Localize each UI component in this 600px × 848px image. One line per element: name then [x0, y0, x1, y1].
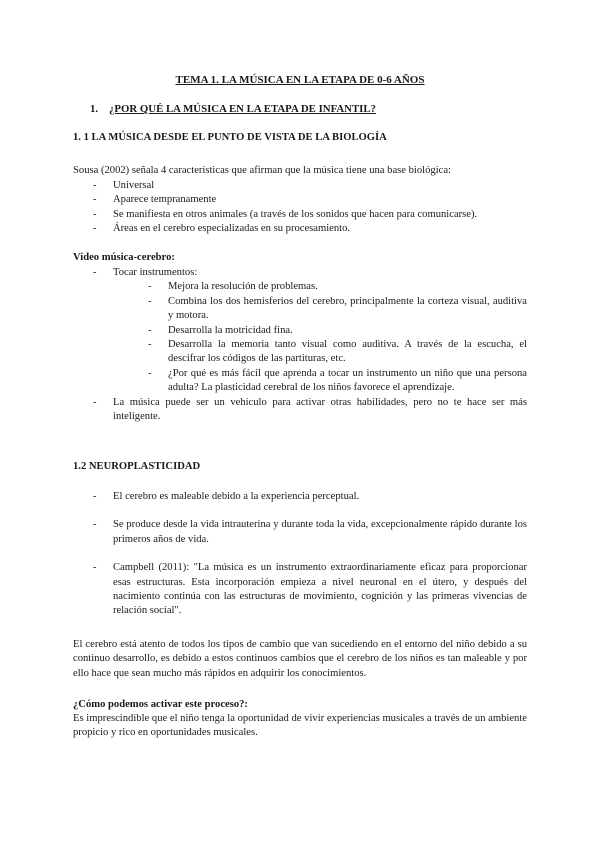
- document-title: TEMA 1. LA MÚSICA EN LA ETAPA DE 0-6 AÑOS: [175, 74, 425, 86]
- list-item: - Se produce desde la vida intrauterina y durante toda la vida, excepcionalmente rápido durante los primeros años de vida.: [93, 518, 527, 547]
- biology-list: [93, 179, 527, 237]
- sublist-item: - Desarrolla la motricidad fina.: [148, 324, 527, 338]
- subsection-1-1-heading: 1. 1 LA MÚSICA DESDE EL PUNTO DE VISTA DE LA BIOLOGÍA: [73, 132, 387, 143]
- neuroplasticity-list: [93, 490, 527, 633]
- list-item: - Aparece tempranamente: [93, 193, 527, 207]
- list-item: - Áreas en el cerebro especializadas en su procesamiento.: [93, 222, 527, 236]
- list-item: - Universal: [93, 179, 527, 193]
- list-item: - Se manifiesta en otros animales (a través de los sonidos que hacen para comunicarse).: [93, 208, 527, 222]
- video-list: [93, 266, 527, 424]
- list-item: [93, 266, 527, 396]
- neuroplasticity-paragraph: El cerebro está atento de todos los tipos de cambio que van sucediendo en el entorno del niño debido a su continuo desarrollo, es debido a estos continuos cambios que el cerebro de los niños es tan maleable y por ello hace que sean mucho más rápidos en adquirir los conocimientos.: [73, 639, 527, 679]
- video-sublist: [148, 280, 527, 395]
- sublist-item: - ¿Por qué es más fácil que aprenda a tocar un instrumento un niño que una persona adulta? La plasticidad cerebral de los niños favorece el aprendizaje.: [148, 367, 527, 396]
- list-item: - Campbell (2011): "La música es un instrumento extraordinariamente eficaz para proporcionar esas estructuras. Esta incorporación empieza a nivel neuronal en el útero, y después del nacimiento continúa con las estructuras de movimiento, cognición y las primeras vivencias de relación social".: [93, 561, 527, 619]
- subsection-1-2-heading: 1.2 NEUROPLASTICIDAD: [73, 461, 201, 472]
- video-heading: Video música-cerebro:: [73, 252, 175, 263]
- activate-heading: ¿Cómo podemos activar este proceso?:: [73, 699, 248, 710]
- activate-text: Es imprescindible que el niño tenga la oportunidad de vivir experiencias musicales a través de un ambiente propicio y rico en oportunidades musicales.: [73, 713, 527, 739]
- sublist-item: - Combina los dos hemisferios del cerebro, principalmente la corteza visual, auditiva y motora.: [148, 295, 527, 324]
- section-1-heading: [90, 102, 376, 116]
- section-1-number: 1.: [90, 103, 99, 115]
- list-item: - La música puede ser un vehículo para activar otras habilidades, pero no te hace ser más inteligente.: [93, 396, 527, 425]
- list-item-text: Tocar instrumentos:: [113, 267, 198, 278]
- list-item: - El cerebro es maleable debido a la experiencia perceptual.: [93, 490, 527, 504]
- sublist-item: - Mejora la resolución de problemas.: [148, 280, 527, 294]
- subsection-1-1-intro: Sousa (2002) señala 4 características que afirman que la música tiene una base biológica:: [73, 165, 451, 176]
- sublist-item: - Desarrolla la memoria tanto visual como auditiva. A través de la escucha, el descifrar los códigos de las partituras, etc.: [148, 338, 527, 367]
- section-1-title: ¿POR QUÉ LA MÚSICA EN LA ETAPA DE INFANTIL?: [109, 103, 376, 115]
